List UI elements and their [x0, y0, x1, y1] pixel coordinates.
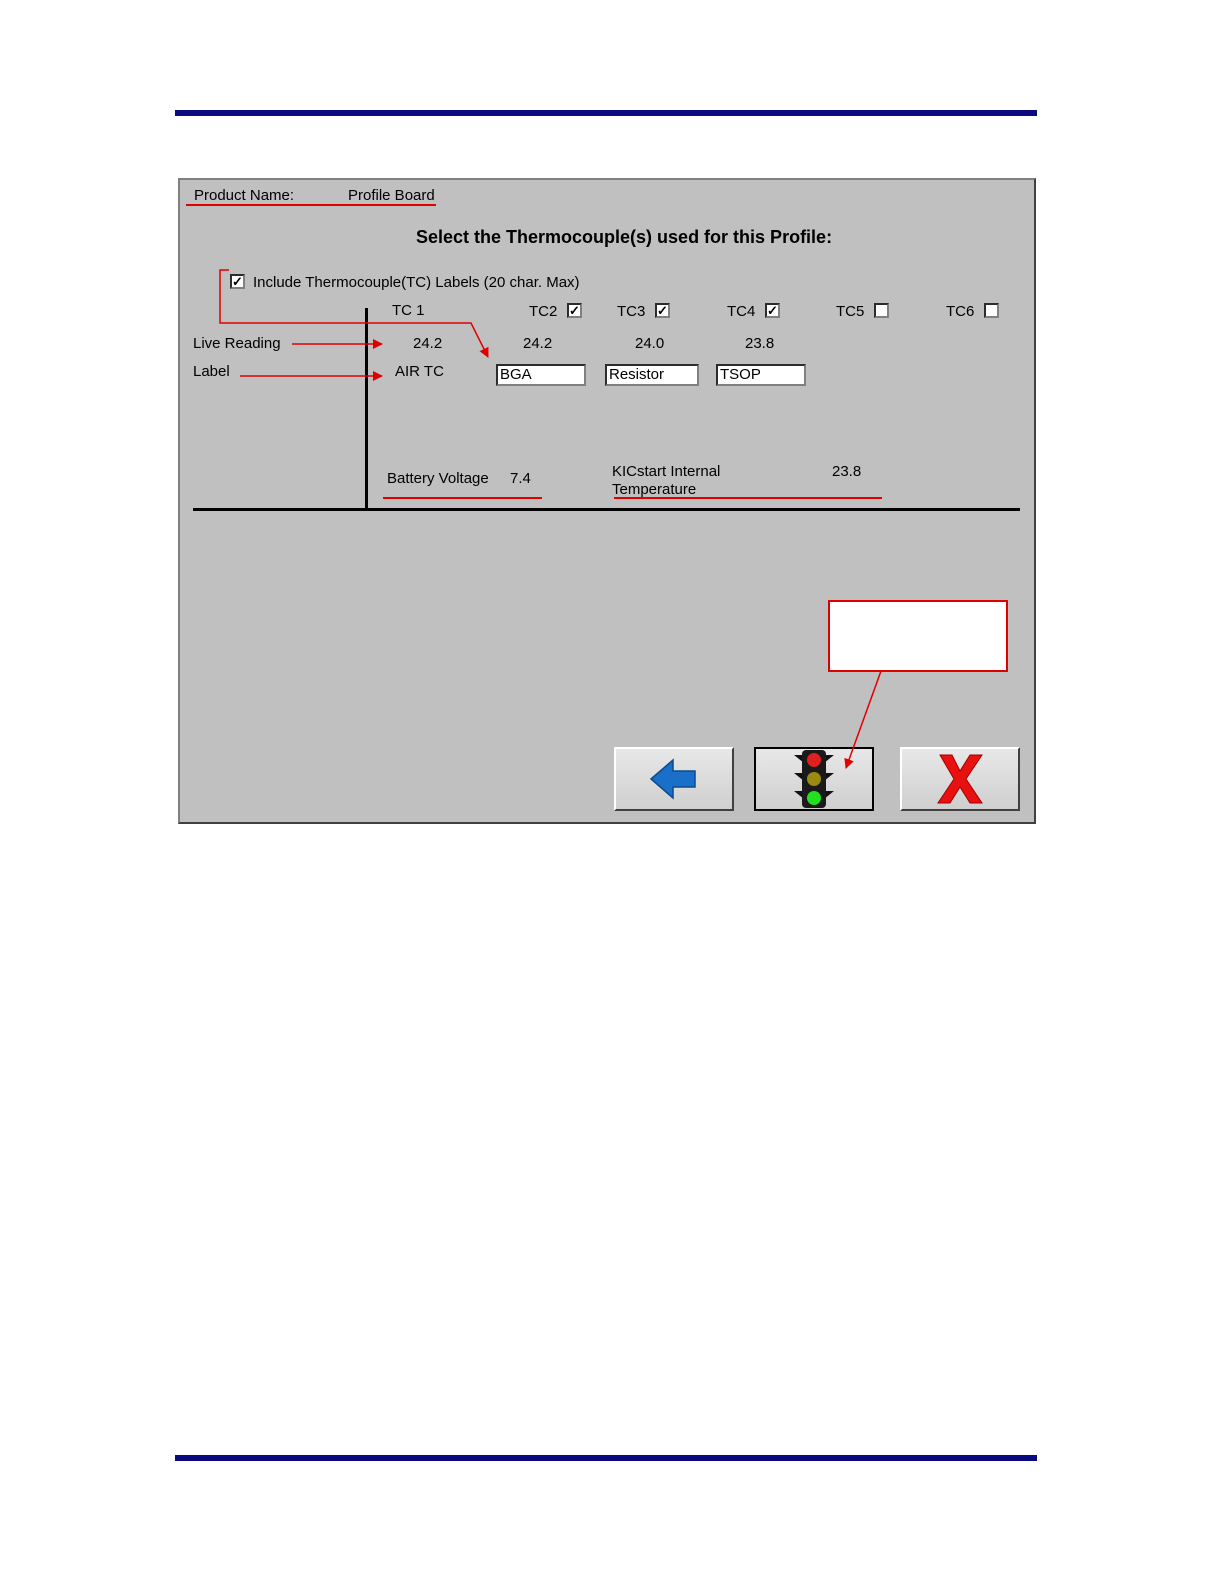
internal-temp-label-line2: Temperature [612, 481, 697, 498]
tc4-label-field[interactable]: TSOP [716, 364, 806, 386]
callout-pointer [846, 671, 881, 768]
tc3-reading: 24.0 [635, 335, 665, 352]
tc1-label: AIR TC [395, 363, 444, 380]
battery-voltage-label: Battery Voltage [387, 470, 489, 487]
page-title: Select the Thermocouple(s) used for this Profile: [416, 227, 833, 247]
tc4-checkbox[interactable]: ✓ [765, 303, 780, 318]
tc1-reading: 24.2 [413, 335, 443, 352]
include-labels-text: Include Thermocouple(TC) Labels (20 char. Max) [253, 274, 580, 291]
tc3-header: TC3 [617, 303, 646, 320]
include-labels-checkbox[interactable]: ✓ [230, 274, 245, 289]
tc5-header: TC5 [836, 303, 865, 320]
tc2-checkbox[interactable]: ✓ [567, 303, 582, 318]
live-reading-row-label: Live Reading [193, 335, 281, 352]
product-name-label: Product Name: [194, 187, 295, 204]
tc2-label-field[interactable]: BGA [496, 364, 586, 386]
internal-temp-value: 23.8 [832, 463, 862, 480]
tc6-header: TC6 [946, 303, 975, 320]
tc2-reading: 24.2 [523, 335, 553, 352]
tc3-checkbox[interactable]: ✓ [655, 303, 670, 318]
tc2-header: TC2 [529, 303, 558, 320]
tc4-header: TC4 [727, 303, 756, 320]
battery-voltage-value: 7.4 [510, 470, 531, 487]
label-row-label: Label [193, 363, 230, 380]
tc4-reading: 23.8 [745, 335, 775, 352]
internal-temp-label-line1: KICstart Internal [612, 463, 721, 480]
tc3-label-field[interactable]: Resistor [605, 364, 699, 386]
product-name-value: Profile Board [348, 187, 435, 204]
tc1-header: TC 1 [392, 302, 425, 319]
